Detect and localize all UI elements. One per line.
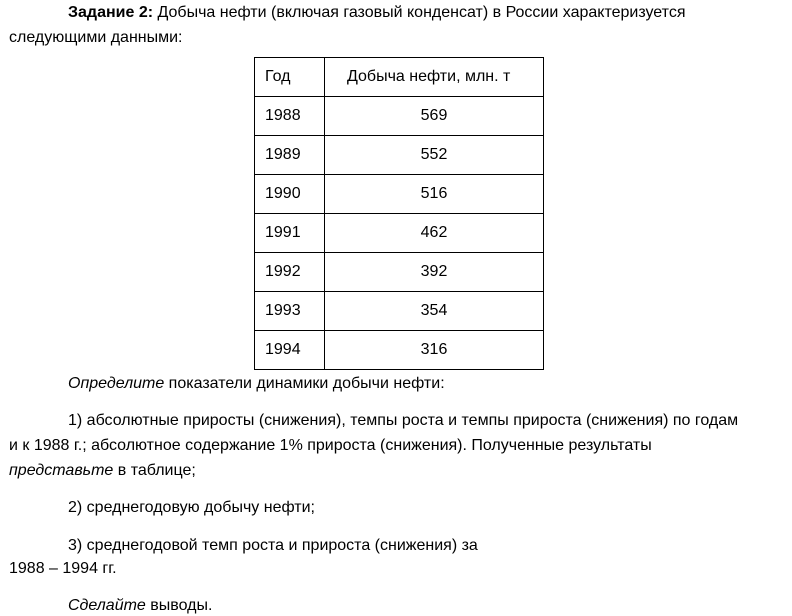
task-intro-line2: следующими данными:	[9, 29, 183, 46]
conclusion-line	[68, 596, 212, 616]
conclusion-text: выводы.	[145, 597, 213, 614]
cell-year: 1991	[255, 214, 325, 253]
table-row	[255, 331, 544, 370]
table-row	[255, 253, 544, 292]
cell-year: 1992	[255, 253, 325, 292]
present-word: представьте	[9, 462, 114, 479]
determine-line	[68, 374, 445, 394]
cell-production: 569	[325, 97, 544, 136]
header-year: Год	[255, 58, 325, 97]
cell-production: 316	[325, 331, 544, 370]
determine-word: Определите	[68, 375, 165, 392]
cell-production: 552	[325, 136, 544, 175]
table-row	[255, 175, 544, 214]
item2-line: 2) среднегодовую добычу нефти;	[68, 499, 315, 516]
cell-year: 1994	[255, 331, 325, 370]
item3-line2: 1988 – 1994 гг.	[9, 560, 117, 577]
cell-year: 1989	[255, 136, 325, 175]
cell-production: 392	[325, 253, 544, 292]
table-row	[255, 136, 544, 175]
cell-production: 462	[325, 214, 544, 253]
item1-line3-text: в таблице;	[113, 462, 196, 479]
oil-production-table	[254, 57, 544, 370]
conclusion-word: Сделайте	[68, 597, 146, 614]
cell-year: 1988	[255, 97, 325, 136]
cell-production: 516	[325, 175, 544, 214]
item1-line2: и к 1988 г.; абсолютное содержание 1% прироста (снижения). Полученные результаты	[9, 437, 652, 454]
table-row	[255, 97, 544, 136]
task-title: Задание 2:	[68, 4, 154, 21]
task-intro-text: Добыча нефти (включая газовый конденсат) в России характеризуется	[153, 4, 686, 21]
item3-line1: 3) среднегодовой темп роста и прироста (снижения) за	[68, 537, 478, 554]
item1-line1: 1) абсолютные приросты (снижения), темпы роста и темпы прироста (снижения) по годам	[68, 412, 739, 429]
cell-year: 1993	[255, 292, 325, 331]
cell-production: 354	[325, 292, 544, 331]
header-production: Добыча нефти, млн. т	[325, 58, 544, 97]
cell-year: 1990	[255, 175, 325, 214]
task-intro-line1	[68, 3, 685, 23]
item1-line3	[9, 461, 196, 481]
table-header-row	[255, 58, 544, 97]
table-row	[255, 214, 544, 253]
table-row	[255, 292, 544, 331]
determine-text: показатели динамики добычи нефти:	[164, 375, 445, 392]
